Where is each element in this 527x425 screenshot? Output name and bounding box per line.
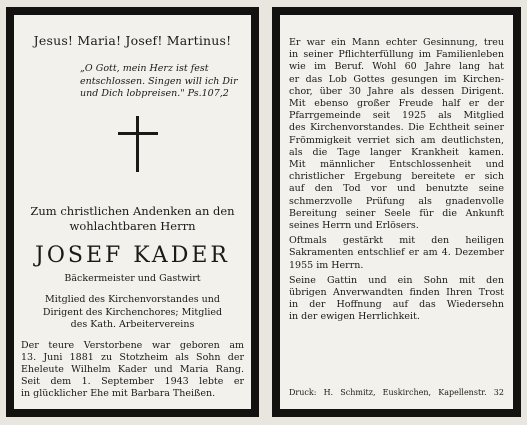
text-line: seines Herrn und Erlösers. [289,220,419,232]
text-line: Mit ebenso großer Freude half er der [289,98,504,110]
printer-imprint: Druck: H. Schmitz, Euskirchen, Kapellenstr. 32 [289,388,504,397]
memorial-card-front [6,7,259,417]
quote-line: und Dich lobpreisen." Ps.107,2 [80,88,229,99]
intro-line: Zum christlichen Andenken an den [30,204,235,218]
bio-line: Der teure Verstorbene war geboren am [21,340,244,351]
text-line: Er war ein Mann echter Gesinnung, treu [289,37,504,48]
text-line: in der Hoffnung auf das Wiedersehn [289,299,504,311]
quote-line: „O Gott, mein Herz ist fest [80,63,209,74]
text-line: des Kirchenvorstandes. Die Echtheit seiner [289,122,504,134]
text-line: chor, über 30 Jahre als dessen Dirigent. [289,85,504,97]
text-line: übrigen Anverwandten finden Ihren Trost [289,287,504,299]
membership-line: Mitglied des Kirchenvorstandes und [45,294,220,305]
text-line: Mit männlicher Entschlossenheit und [289,159,504,171]
bio-line: 13. Juni 1881 zu Stotzheim als Sohn der [21,352,244,363]
psalm-quote [80,63,241,101]
text-line: in der ewigen Herrlichkeit. [289,311,420,323]
text-line: Seine Gattin und ein Sohn mit den [289,274,504,286]
text-line: in seiner Pflichterfüllung im Familienleben [289,49,504,61]
text-line: 1955 im Herrn. [289,259,364,271]
biography [21,340,244,400]
card-back-inner [280,15,513,409]
text-line: Oftmals gestärkt mit den heiligen [289,235,504,247]
memorial-card-back [272,7,521,417]
deceased-name: JOSEF KADER [35,243,230,268]
eulogy-paragraph-1 [289,37,504,232]
bio-line: in glücklicher Ehe mit Barbara Theißen. [21,388,216,399]
memorial-intro [14,204,251,234]
memberships [14,294,251,332]
eulogy-paragraph-3 [289,275,504,324]
card-front-inner [14,15,251,409]
text-line: Pfarrgemeinde seit 1925 als Mitglied [289,110,504,122]
text-line: wie im Beruf. Wohl 60 Jahre lang hat [289,61,504,73]
occupation: Bäckermeister und Gastwirt [64,273,201,284]
eulogy-paragraph-2 [289,235,504,272]
text-line: Bereitung seiner Seele für die Ankunft [289,207,504,219]
text-line: Sakramenten entschlief er am 4. Dezember [289,247,504,259]
text-line: auf den Tod vor und benutzte seine [289,183,504,195]
bio-line: Seit dem 1. September 1943 lebte er [21,376,244,387]
text-line: Frömmigkeit verriet sich am deutlichsten, [289,134,504,146]
quote-line: entschlossen. Singen will ich Dir [80,75,238,87]
text-line: als die Tage langer Krankheit kamen. [289,146,504,158]
bio-line: Eheleute Wilhelm Kader und Maria Rang. [21,364,244,375]
invocation-header: Jesus! Maria! Josef! Martinus! [33,33,232,48]
text-line: schmerzvolle Prüfung als gnadenvolle [289,195,504,207]
eulogy-text [289,37,504,327]
text-line: christlicher Ergebung bereitete er sich [289,171,504,183]
membership-line: des Kath. Arbeitervereins [70,319,195,330]
cross-icon [118,116,158,172]
text-line: er das Lob Gottes gesungen im Kirchen- [289,73,504,85]
intro-line: wohlachtbaren Herrn [69,219,196,233]
membership-line: Dirigent des Kirchenchores; Mitglied [42,306,223,318]
